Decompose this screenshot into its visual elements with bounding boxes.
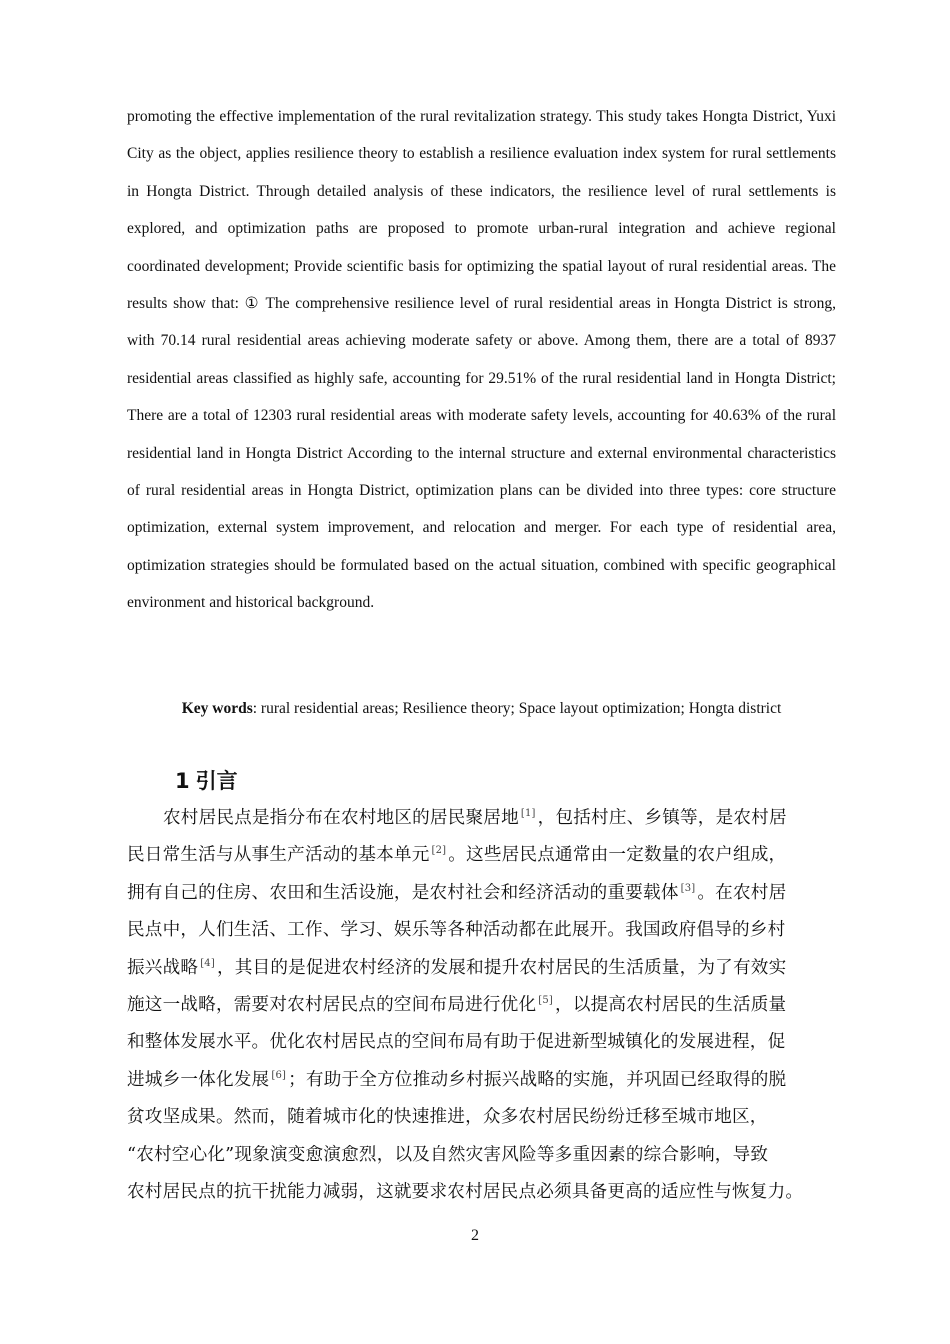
- citation-ref[interactable]: [2]: [431, 845, 447, 857]
- body-line: 农村居民点是指分布在农村地区的居民聚居地 [1] ，包括村庄、乡镇等，是农村居: [163, 808, 787, 828]
- citation-ref[interactable]: [3]: [680, 882, 696, 894]
- body-line: 进城乡一体化发展 [6] ；有助于全方位推动乡村振兴战略的实施，并巩固已经取得的脱: [127, 1069, 787, 1090]
- keywords-label: Key words: [181, 700, 253, 717]
- citation-ref[interactable]: [1]: [520, 808, 536, 819]
- abstract-paragraph: promoting the effective implementation of the rural revitalization strategy. This study takes Hongta District, Yuxi City as the object, applies resilience theory to establish a resilience evaluation index system for rural settlements in Hongta District. Through detailed analysis of these indicators, the resilience level of rural settlements is explored, and optimization paths are proposed to promote urban-rural integration and achieve regional coordinated development; Provide scientific basis for optimizing the spatial layout of rural residential areas. The results show that: ① The comprehensive resilience level of rural residential areas in Hongta District is strong, with 70.14 rural residential areas achieving moderate safety or above. Among them, there are a total of 8937 residential areas classified as highly safe, accounting for 29.51% of the rural residential land in Hongta District; There are a total of 12303 rural residential areas with moderate safety levels, accounting for 40.63% of the rural residential land in Hongta District According to the internal structure and external environmental characteristics of rural residential areas in Hongta District, optimization plans can be divided into three types: core structure optimization, external system improvement, and relocation and merger. For each type of residential area, optimization strategies should be formulated based on the actual situation, combined with specific geographical environment and historical background.: [127, 108, 836, 612]
- citation-ref[interactable]: [4]: [200, 957, 215, 969]
- body-line: 农村居民点的抗干扰能力减弱，这就要求农村居民点必须具备更高的适应性与恢复力。: [127, 1182, 804, 1203]
- citation-ref[interactable]: [5]: [538, 995, 554, 1007]
- keywords-line: [127, 697, 836, 721]
- introduction-paragraph: [127, 800, 849, 1211]
- body-line: “农村空心化”现象演变愈演愈烈，以及自然灾害风险等多重因素的综合影响，导致: [127, 1144, 769, 1165]
- body-line: 施这一战略，需要对农村居民点的空间布局进行优化 [5] ，以提高农村居民的生活质量: [127, 995, 787, 1016]
- body-line: 贫攻坚成果。然而，随着城市化的快速推进，众多农村居民纷纷迁移至城市地区，: [127, 1107, 768, 1128]
- section-title: 引言: [195, 769, 238, 793]
- body-line: 拥有自己的住房、农田和生活设施，是农村社会和经济活动的重要载体 [3] 。在农村居: [127, 882, 787, 903]
- keywords-text: : rural residential areas; Resilience theory; Space layout optimization; Hongta district: [252, 700, 782, 717]
- body-line: 民点中，人们生活、工作、学习、娱乐等各种活动都在此展开。我国政府倡导的乡村: [127, 920, 786, 941]
- body-line: 民日常生活与从事生产活动的基本单元 [2] 。这些居民点通常由一定数量的农户组成，: [127, 845, 787, 866]
- citation-ref[interactable]: [6]: [271, 1069, 287, 1081]
- body-line: 振兴战略 [4] ，其目的是促进农村经济的发展和提升农村居民的生活质量，为了有效实: [127, 957, 787, 978]
- section-number: 1: [175, 769, 190, 793]
- body-line: 和整体发展水平。优化农村居民点的空间布局有助于促进新型城镇化的发展进程，促: [127, 1032, 786, 1053]
- page-number: 2: [471, 1227, 479, 1244]
- section-heading: [175, 764, 238, 798]
